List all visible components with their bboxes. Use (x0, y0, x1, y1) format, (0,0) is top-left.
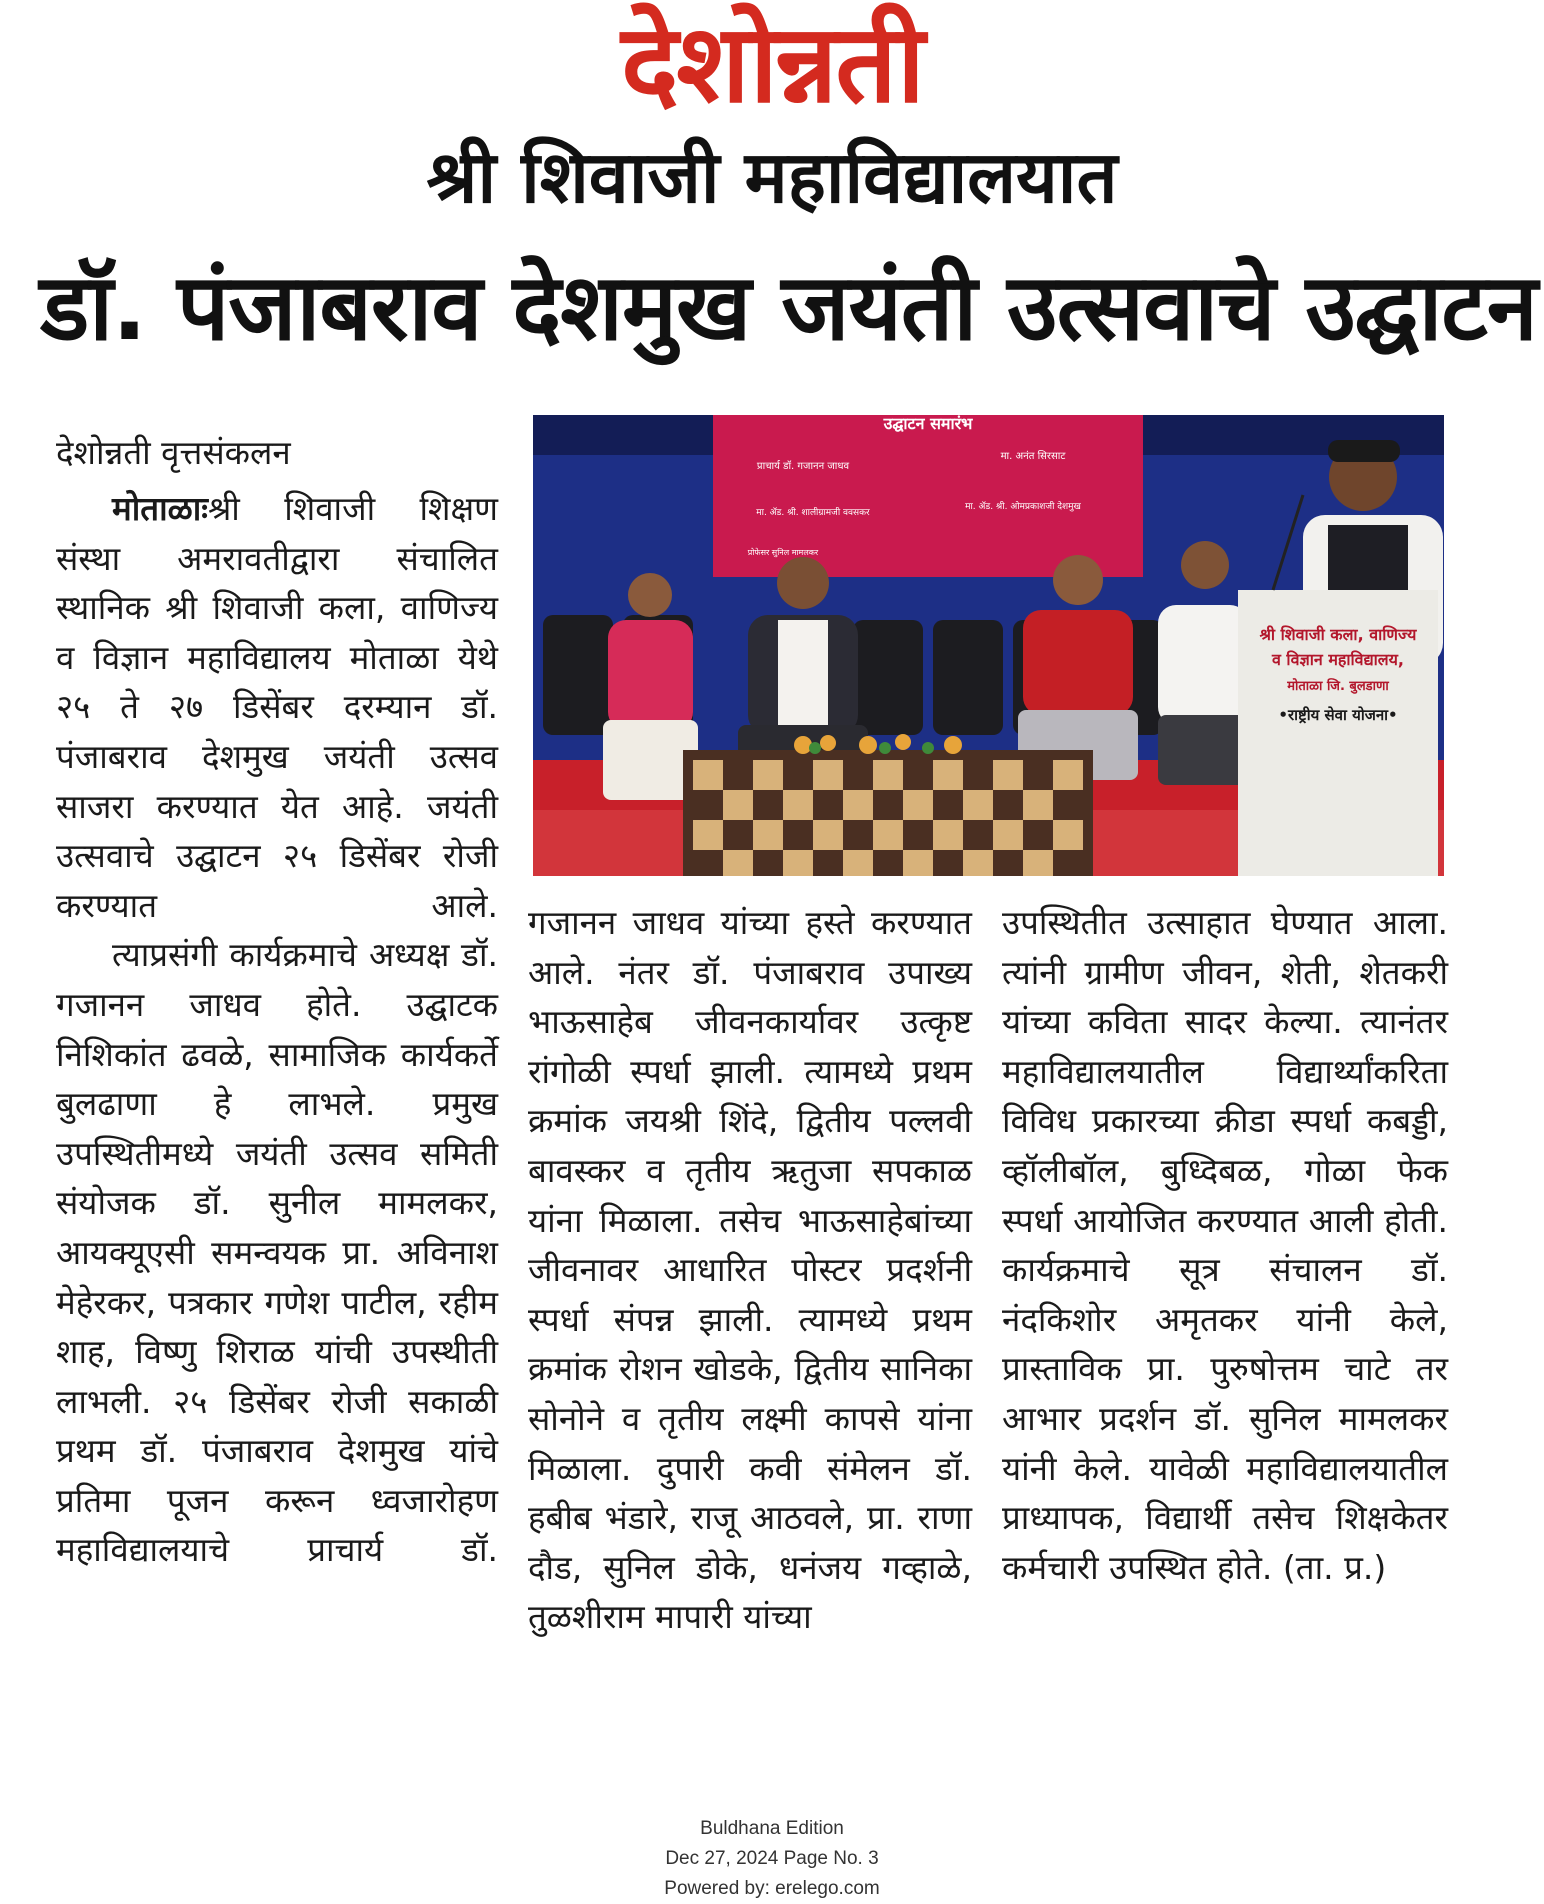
banner-line: प्राचार्य डॉ. गजानन जाधव (756, 461, 850, 472)
edition-name: Buldhana Edition (700, 1818, 844, 1839)
article-column-2 (528, 898, 972, 1642)
masthead: देशोन्नती (621, 2, 923, 127)
headline: डॉ. पंजाबराव देशमुख जयंती उत्सवाचे उद्घाटन (40, 254, 1537, 361)
edition-date-page: Dec 27, 2024 Page No. 3 (665, 1848, 879, 1869)
edition-footer (0, 1814, 1544, 1904)
article-paragraph: त्याप्रसंगी कार्यक्रमाचे अध्यक्ष डॉ. गजानन जाधव होते. उद्घाटक निशिकांत ढवळे, सामाजिक कार्यकर्ते बुलढाणा हे लाभले. प्रमुख उपस्थितीमध्ये जयंती उत्सव समिती संयोजक डॉ. सुनील मामलकर, आयक्यूएसी समन्वयक प्रा. अविनाश मेहेरकर, पत्रकार गणेश पाटील, रहीम शाह, विष्णु शिराळ यांची उपस्थीती लाभली. २५ डिसेंबर रोजी सकाळी प्रथम डॉ. पंजाबराव देशमुख यांचे प्रतिमा पूजन करून ध्वजारोहण महाविद्यालयाचे प्राचार्य डॉ. (56, 935, 498, 1570)
banner-line: मा. अनंत सिरसाट (1000, 451, 1066, 462)
article-paragraph: श्री शिवाजी शिक्षण संस्था अमरावतीद्वारा संचालित स्थानिक श्री शिवाजी कला, वाणिज्य व विज्ञान महाविद्यालय मोताळा येथे २५ ते २७ डिसेंबर दरम्यान डॉ. पंजाबराव देशमुख जयंती उत्सव साजरा करण्यात येत आहे. जयंती उत्सवाचे उद्घाटन २५ डिसेंबर रोजी करण्यात आले. (56, 489, 498, 925)
podium-line: •राष्ट्रीय सेवा योजना• (1278, 706, 1398, 724)
byline: देशोन्नती वृत्तसंकलन (56, 433, 291, 472)
dateline: मोताळाः (112, 489, 208, 528)
event-photo (533, 415, 1444, 876)
event-photo-illustration (533, 415, 1444, 876)
podium-line: व विज्ञान महाविद्यालय, (1271, 650, 1405, 669)
subheadline: श्री शिवाजी महाविद्यालयात (426, 135, 1118, 219)
banner-line: मा. ॲड. श्री. शालीग्रामजी ववसकर (756, 508, 870, 518)
banner-title: उद्घाटन समारंभ (883, 415, 973, 433)
banner-line: मा. ॲड. श्री. ओमप्रकाशजी देशमुख (965, 502, 1081, 512)
podium-line: श्री शिवाजी कला, वाणिज्य (1259, 625, 1417, 644)
podium-line: मोताळा जि. बुलडाणा (1287, 679, 1389, 694)
article-paragraph: उपस्थितीत उत्साहात घेण्यात आला. त्यांनी ग्रामीण जीवन, शेती, शेतकरी यांच्या कविता सादर केल्या. त्यानंतर महाविद्यालयातील विद्यार्थ्यांकरिता विविध प्रकारच्या क्रीडा स्पर्धा कबड्डी, व्हॉलीबॉल, बुध्दिबळ, गोळा फेक स्पर्धा आयोजित करण्यात आली होती. कार्यक्रमाचे सूत्र संचालन डॉ. नंदकिशोर अमृतकर यांनी केले, प्रास्ताविक प्रा. पुरुषोत्तम चाटे तर आभार प्रदर्शन डॉ. सुनिल मामलकर यांनी केले. यावेळी महाविद्यालयातील प्राध्यापक, विद्यार्थी तसेच शिक्षकेतर कर्मचारी उपस्थित होते. (ता. प्र.) (1002, 903, 1448, 1587)
article-column-1 (56, 484, 498, 1575)
article-column-3 (1002, 898, 1448, 1592)
article-paragraph: गजानन जाधव यांच्या हस्ते करण्यात आले. नंतर डॉ. पंजाबराव उपाख्य भाऊसाहेब जीवनकार्यावर उत्कृष्ट रांगोळी स्पर्धा झाली. त्यामध्ये प्रथम क्रमांक जयश्री शिंदे, द्वितीय पल्लवी बावस्कर व तृतीय ऋतुजा सपकाळ यांना मिळाला. तसेच भाऊसाहेबांच्या जीवनावर आधारित पोस्टर प्रदर्शनी स्पर्धा संपन्न झाली. त्यामध्ये प्रथम क्रमांक रोशन खोडके, द्वितीय सानिका सोनोने व तृतीय लक्ष्मी कापसे यांना मिळाला. दुपारी कवी संमेलन डॉ. हबीब भंडारे, राजू आठवले, प्रा. राणा दौड, सुनिल डोके, धनंजय गव्हाळे, तुळशीराम मापारी यांच्या (528, 903, 972, 1637)
banner-line: प्रोफेसर सुनिल मामलकर (747, 548, 819, 557)
powered-by: Powered by: erelego.com (664, 1878, 880, 1899)
